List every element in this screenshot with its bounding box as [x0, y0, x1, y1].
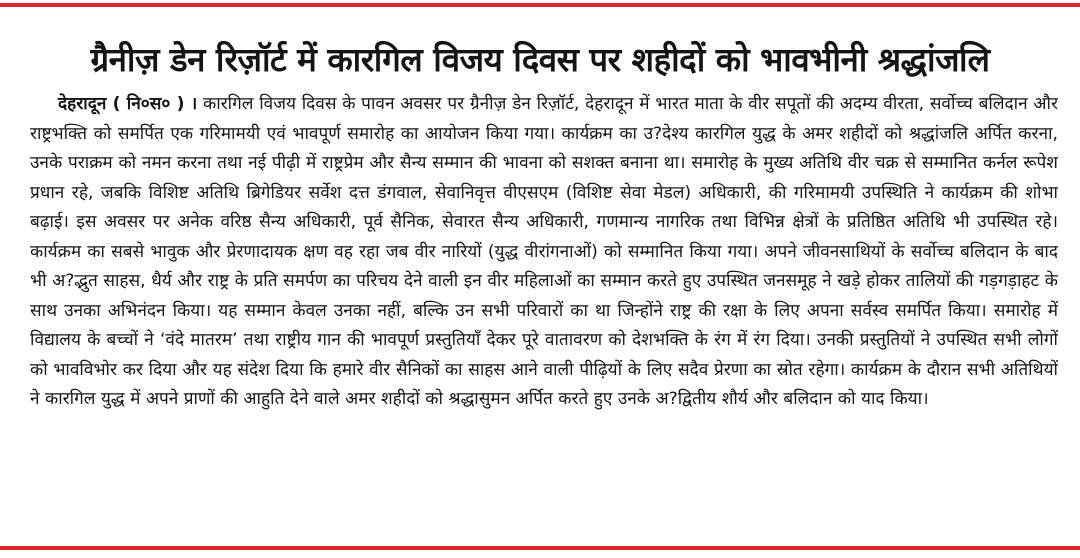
article-body: [30, 90, 1058, 558]
article-dateline: देहरादून ( नि०स० ) ।: [58, 94, 198, 115]
article-body-text: कारगिल विजय दिवस के पावन अवसर पर ग्रैनीज़ डेन रिज़ॉर्ट, देहरादून में भारत माता के वीर सपूतों की अदम्य वीरता, सर्वोच्च बलिदान और राष्ट्रभक्ति को समर्पित एक गरिमामयी एवं भावपूर्ण समारोह का आयोजन किया गया। कार्यक्रम का उ?देश्य कारगिल युद्ध के अमर शहीदों को श्रद्धांजलि अर्पित करना, उनके पराक्रम को नमन करना तथा नई पीढ़ी में राष्ट्रप्रेम और सैन्य सम्मान की भावना को सशक्त बनाना था। समारोह के मुख्य अतिथि वीर चक्र से सम्मानित कर्नल रूपेश प्रधान रहे, जबकि विशिष्ट अतिथि ब्रिगेडियर सर्वेश दत्त डंगवाल, सेवानिवृत्त वीएसएम (विशिष्ट सेवा मेडल) अधिकारी, की गरिमामयी उपस्थिति ने कार्यक्रम की शोभा बढ़ाई। इस अवसर पर अनेक वरिष्ठ सैन्य अधिकारी, पूर्व सैनिक, सेवारत सैन्य अधिकारी, गणमान्य नागरिक तथा विभिन्न क्षेत्रों के प्रतिष्ठित अतिथि भी उपस्थित रहे। कार्यक्रम का सबसे भावुक और प्रेरणादायक क्षण वह रहा जब वीर नारियों (युद्ध वीरांगनाओं) को सम्मानित किया गया। अपने जीवनसाथियों के सर्वोच्च बलिदान के बाद भी अ?द्भुत साहस, धैर्य और राष्ट्र के प्रति समर्पण का परिचय देने वाली इन वीर महिलाओं का सम्मान करते हुए उपस्थित जनसमूह ने खड़े होकर तालियों की गड़गड़ाहट के साथ उनका अभिनंदन किया। यह सम्मान केवल उनका नहीं, बल्कि उन सभी परिवारों का था जिन्होंने राष्ट्र की रक्षा के लिए अपना सर्वस्व समर्पित किया। समारोह में विद्यालय के बच्चों ने ‘वंदे मातरम’ तथा राष्ट्रीय गान की भावपूर्ण प्रस्तुतियाँ देकर पूरे वातावरण को देशभक्ति के रंग में रंग दिया। उनकी प्रस्तुतियों ने उपस्थित सभी लोगों को भावविभोर कर दिया और यह संदेश दिया कि हमारे वीर सैनिकों का साहस आने वाली पीढ़ियों के लिए सदैव प्रेरणा का स्रोत रहेगा। कार्यक्रम के दौरान सभी अतिथियों ने कारगिल युद्ध में अपने प्राणों की आहुति देने वाले अमर शहीदों को श्रद्धासुमन अर्पित करते हुए उनके अ?द्वितीय शौर्य और बलिदान को याद किया।: [30, 94, 1058, 410]
bottom-red-rule: [0, 546, 1080, 550]
article-headline: ग्रैनीज़ डेन रिज़ॉर्ट में कारगिल विजय दिवस पर शहीदों को भावभीनी श्रद्धांजलि: [90, 40, 990, 80]
top-red-rule: [0, 3, 1080, 7]
